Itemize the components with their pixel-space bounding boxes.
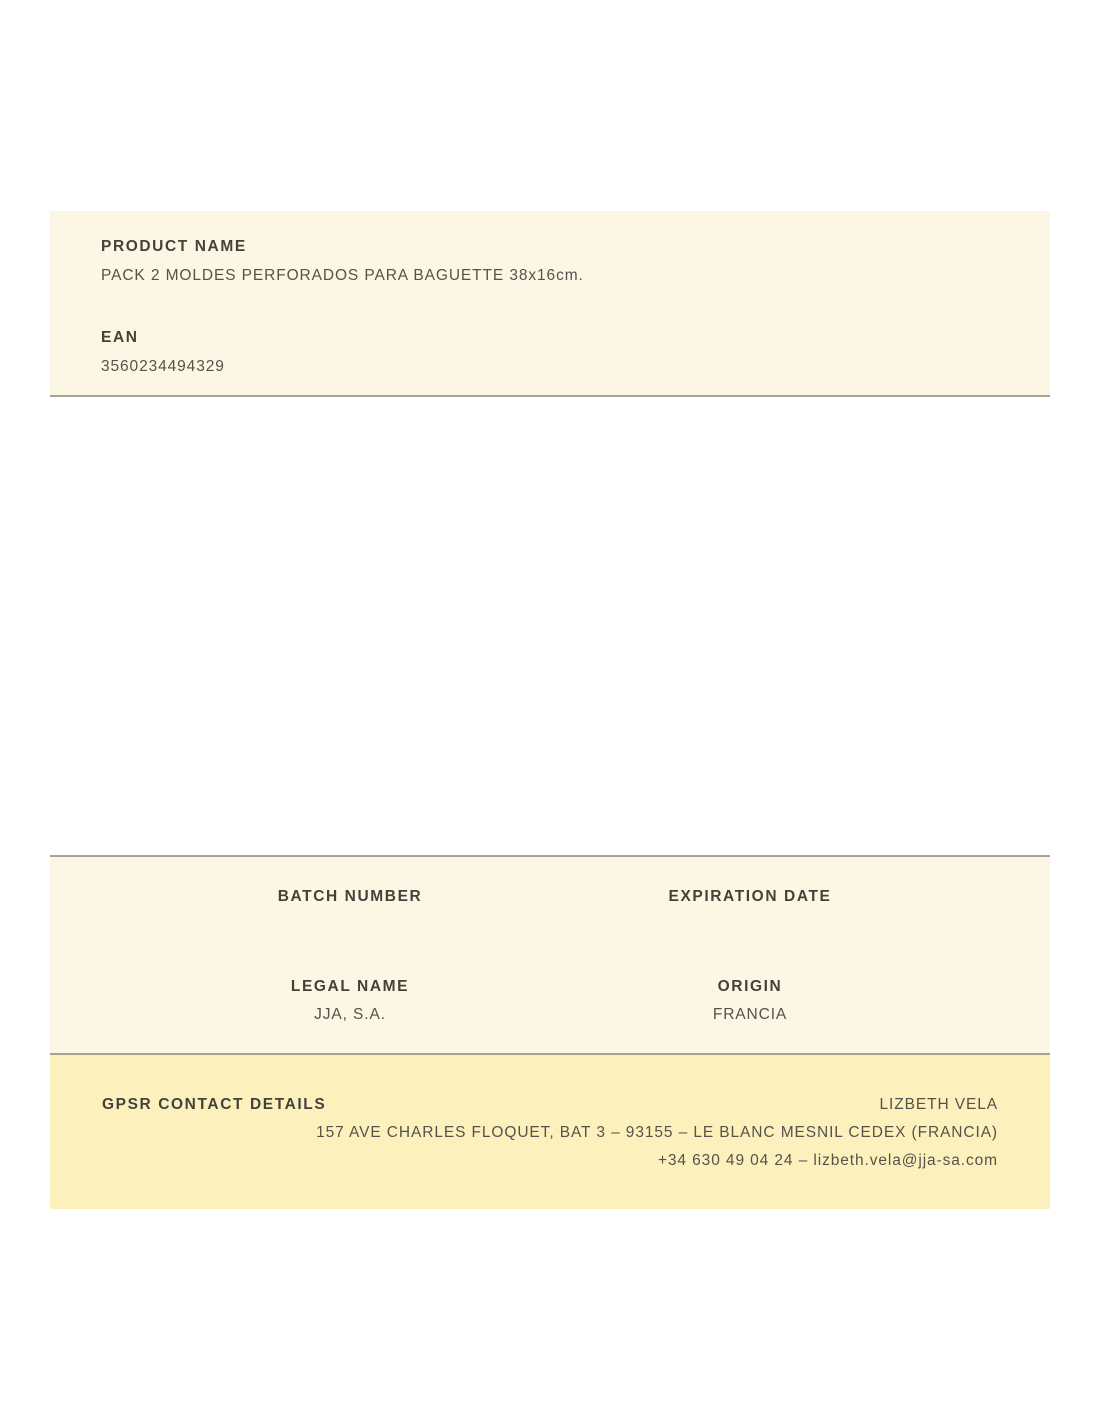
origin-value: FRANCIA xyxy=(712,1006,788,1023)
product-name-value: PACK 2 MOLDES PERFORADOS PARA BAGUETTE 38x16cm. xyxy=(101,267,584,284)
legal-name-label: LEGAL NAME xyxy=(290,978,410,995)
legal-name-value: JJA, S.A. xyxy=(314,1006,386,1023)
ean-value: 3560234494329 xyxy=(101,358,225,375)
legal-name-cell xyxy=(150,977,550,1025)
gpsr-contact-panel xyxy=(50,1055,1050,1209)
expiration-date-label: EXPIRATION DATE xyxy=(668,888,832,905)
gpsr-address: 157 AVE CHARLES FLOQUET, BAT 3 – 93155 – LE BLANC MESNIL CEDEX (FRANCIA) xyxy=(316,1124,998,1141)
origin-label: ORIGIN xyxy=(717,978,783,995)
batch-number-label: BATCH NUMBER xyxy=(277,888,423,905)
batch-row xyxy=(150,887,950,907)
expiration-date-cell xyxy=(550,887,950,907)
batch-info-panel xyxy=(50,855,1050,1055)
gpsr-contact-name: LIZBETH VELA xyxy=(879,1096,998,1113)
gpsr-title: GPSR CONTACT DETAILS xyxy=(102,1096,327,1113)
ean-label: EAN xyxy=(101,329,139,346)
gpsr-header-row xyxy=(102,1095,998,1115)
gpsr-phone-email: +34 630 49 04 24 – lizbeth.vela@jja-sa.com xyxy=(657,1152,998,1169)
product-info-panel xyxy=(50,211,1050,397)
origin-cell xyxy=(550,977,950,1025)
legal-origin-row xyxy=(150,977,950,1025)
product-name-label: PRODUCT NAME xyxy=(101,238,247,255)
batch-number-cell xyxy=(150,887,550,907)
